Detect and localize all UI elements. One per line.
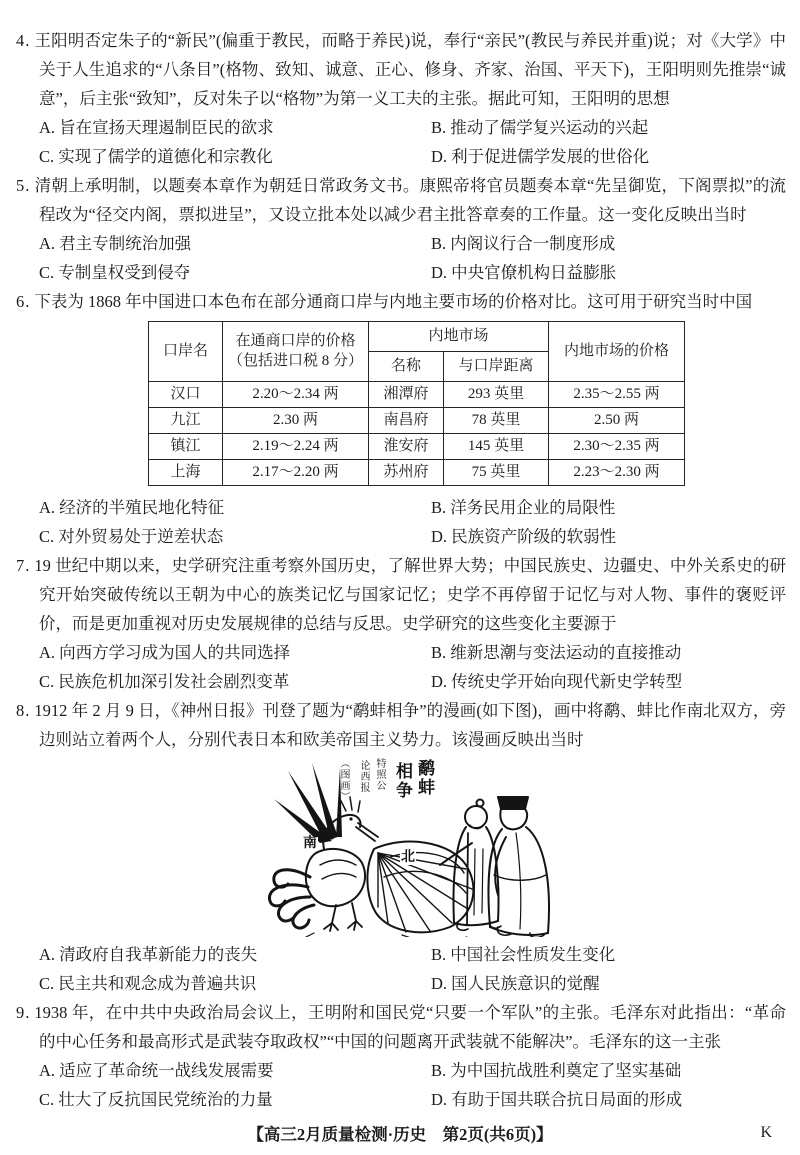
question-stem bbox=[16, 696, 786, 754]
header-port-price-line2: （包括进口税 8 分） bbox=[227, 352, 363, 369]
cell: 78 英里 bbox=[444, 408, 549, 434]
question-9 bbox=[16, 998, 786, 1114]
question-text: 清朝上承明制，以题奏本章作为朝廷日常政务文书。康熙帝将官员题奏本章“先呈御览，下阁票拟”的流程改为“径交内阁，票拟进呈”，又设立批本处以减少君主批答章奏的工作量。这一变化反映出当时 bbox=[34, 176, 786, 224]
option: C. 实现了儒学的道德化和宗教化 bbox=[39, 147, 273, 166]
cartoon-attribution-col2: 论西报 bbox=[358, 760, 369, 793]
cell: 75 英里 bbox=[444, 460, 549, 486]
table-row bbox=[149, 434, 685, 460]
header-port-price-line1: 在通商口岸的价格 bbox=[235, 333, 356, 349]
cell: 2.30～2.35 两 bbox=[549, 434, 685, 460]
question-text: 1912 年 2 月 9 日，《神州日报》刊登了题为“鹬蚌相争”的漫画(如下图)，画中将鹬、蚌比作南北双方，旁边则站立着两个人，分别代表日本和欧美帝国主义势力。该漫画反映出当时 bbox=[34, 701, 786, 749]
option: B. 为中国抗战胜利奠定了坚实基础 bbox=[431, 1061, 682, 1080]
question-text: 下表为 1868 年中国进口本色布在部分通商口岸与内地主要市场的价格对比。这可用于研究当时中国 bbox=[34, 292, 753, 311]
options-grid bbox=[16, 113, 786, 171]
cell: 293 英里 bbox=[444, 382, 549, 408]
table-row bbox=[149, 408, 685, 434]
header-inland-name: 名称 bbox=[369, 352, 444, 382]
options-grid bbox=[16, 638, 786, 696]
question-number: 7. bbox=[16, 556, 31, 575]
cell: 2.35～2.55 两 bbox=[549, 382, 685, 408]
header-port: 口岸名 bbox=[149, 322, 223, 382]
cell: 淮安府 bbox=[369, 434, 444, 460]
question-number: 4. bbox=[16, 31, 31, 50]
option: C. 专制皇权受到侵夺 bbox=[39, 263, 191, 282]
question-stem bbox=[16, 287, 786, 316]
option: B. 推动了儒学复兴运动的兴起 bbox=[431, 118, 649, 137]
cell: 145 英里 bbox=[444, 434, 549, 460]
header-inland-distance: 与口岸距离 bbox=[444, 352, 549, 382]
label-north: 北 bbox=[401, 850, 415, 865]
question-text: 王阳明否定朱子的“新民”(偏重于教民，而略于养民)说，奉行“亲民”(教民与养民并重)说；对《大学》中关于人生追求的“八条目”(格物、致知、诚意、正心、修身、齐家、治国、平天下)，王阳明则先推崇“诚意”，后主张“致知”，反对朱子以“格物”为第一义工夫的主张。据此可知，王阳明的思想 bbox=[34, 31, 786, 108]
cell: 九江 bbox=[149, 408, 223, 434]
header-inland-price: 内地市场的价格 bbox=[549, 322, 685, 382]
option: D. 民族资产阶级的软弱性 bbox=[431, 527, 617, 546]
option: B. 维新思潮与变法运动的直接推动 bbox=[431, 643, 682, 662]
cell: 汉口 bbox=[149, 382, 223, 408]
question-number: 9. bbox=[16, 1003, 31, 1022]
cell: 南昌府 bbox=[369, 408, 444, 434]
option: C. 民主共和观念成为普遍共识 bbox=[39, 974, 257, 993]
option: B. 中国社会性质发生变化 bbox=[431, 945, 616, 964]
table-header-row bbox=[149, 322, 685, 352]
question-4 bbox=[16, 26, 786, 171]
snipe-clam-cartoon bbox=[254, 757, 574, 937]
question-stem bbox=[16, 551, 786, 638]
option: D. 中央官僚机构日益膨胀 bbox=[431, 263, 617, 282]
cell: 苏州府 bbox=[369, 460, 444, 486]
cell: 2.50 两 bbox=[549, 408, 685, 434]
table-row bbox=[149, 460, 685, 486]
bird-head bbox=[323, 797, 378, 849]
option: C. 对外贸易处于逆差状态 bbox=[39, 527, 224, 546]
option: D. 传统史学开始向现代新史学转型 bbox=[431, 672, 683, 691]
header-port-price bbox=[223, 322, 369, 382]
option: A. 经济的半殖民地化特征 bbox=[39, 498, 225, 517]
header-inland-group: 内地市场 bbox=[369, 322, 549, 352]
cell: 2.23～2.30 两 bbox=[549, 460, 685, 486]
corner-mark: K bbox=[760, 1124, 772, 1141]
options-grid bbox=[16, 940, 786, 998]
option: A. 君主专制统治加强 bbox=[39, 234, 192, 253]
cartoon-attribution-col1: 特照公 bbox=[374, 758, 385, 791]
question-number: 6. bbox=[16, 292, 31, 311]
option: D. 利于促进儒学发展的世俗化 bbox=[431, 147, 650, 166]
table-row bbox=[149, 382, 685, 408]
question-text: 19 世纪中期以来，史学研究注重考察外国历史，了解世界大势；中国民族史、边疆史、中外关系史的研究开始突破传统以王朝为中心的族类记忆与国家记忆；史学不再停留于记忆与对人物、事件的褒贬评价，而是更加重视对历史发展规律的总结与反思。史学研究的这些变化主要源于 bbox=[34, 556, 786, 633]
question-text: 1938 年，在中共中央政治局会议上，王明附和国民党“只要一个军队”的主张。毛泽东对此指出：“革命的中心任务和最高形式是武装夺取政权”“中国的问题离开武装就不能解决”。毛泽东的这一主张 bbox=[34, 1003, 786, 1051]
option: D. 有助于国共联合抗日局面的形成 bbox=[431, 1090, 683, 1109]
question-5 bbox=[16, 171, 786, 287]
options-grid bbox=[16, 1056, 786, 1114]
option: A. 向西方学习成为国人的共同选择 bbox=[39, 643, 291, 662]
ground-marks bbox=[306, 933, 474, 937]
question-number: 8. bbox=[16, 701, 31, 720]
bird-tail bbox=[269, 870, 314, 928]
cartoon-title-col2: 相争 bbox=[393, 762, 412, 800]
figure-old-man bbox=[440, 800, 501, 931]
options-grid bbox=[16, 229, 786, 287]
cell: 2.20～2.34 两 bbox=[223, 382, 369, 408]
cell: 上海 bbox=[149, 460, 223, 486]
question-7 bbox=[16, 551, 786, 696]
question-8 bbox=[16, 696, 786, 998]
label-south: 南 bbox=[303, 836, 317, 851]
options-grid bbox=[16, 493, 786, 551]
option: C. 壮大了反抗国民党统治的力量 bbox=[39, 1090, 273, 1109]
page-footer: 【高三2月质量检测·历史 第2页(共6页)】 bbox=[247, 1125, 553, 1144]
bird-wing-feathers bbox=[274, 763, 342, 843]
option: A. 清政府自我革新能力的丧失 bbox=[39, 945, 258, 964]
cell: 2.17～2.20 两 bbox=[223, 460, 369, 486]
option: D. 国人民族意识的觉醒 bbox=[431, 974, 600, 993]
option: C. 民族危机加深引发社会剧烈变革 bbox=[39, 672, 290, 691]
cell: 镇江 bbox=[149, 434, 223, 460]
question-stem bbox=[16, 998, 786, 1056]
option: A. 适应了革命统一战线发展需要 bbox=[39, 1061, 274, 1080]
option: B. 内阁议行合一制度形成 bbox=[431, 234, 616, 253]
cartoon-attribution-col3: （图画） bbox=[338, 758, 349, 802]
option: A. 旨在宣扬天理遏制臣民的欲求 bbox=[39, 118, 274, 137]
bird-eye bbox=[349, 817, 352, 820]
cell: 2.19～2.24 两 bbox=[223, 434, 369, 460]
price-comparison-table bbox=[148, 321, 685, 486]
question-number: 5. bbox=[16, 176, 31, 195]
cell: 2.30 两 bbox=[223, 408, 369, 434]
option: B. 洋务民用企业的局限性 bbox=[431, 498, 616, 517]
cartoon-title-col1: 鹬蚌 bbox=[415, 759, 434, 797]
bird-body bbox=[306, 849, 365, 906]
cell: 湘潭府 bbox=[369, 382, 444, 408]
question-6 bbox=[16, 287, 786, 551]
question-stem bbox=[16, 26, 786, 113]
question-stem bbox=[16, 171, 786, 229]
